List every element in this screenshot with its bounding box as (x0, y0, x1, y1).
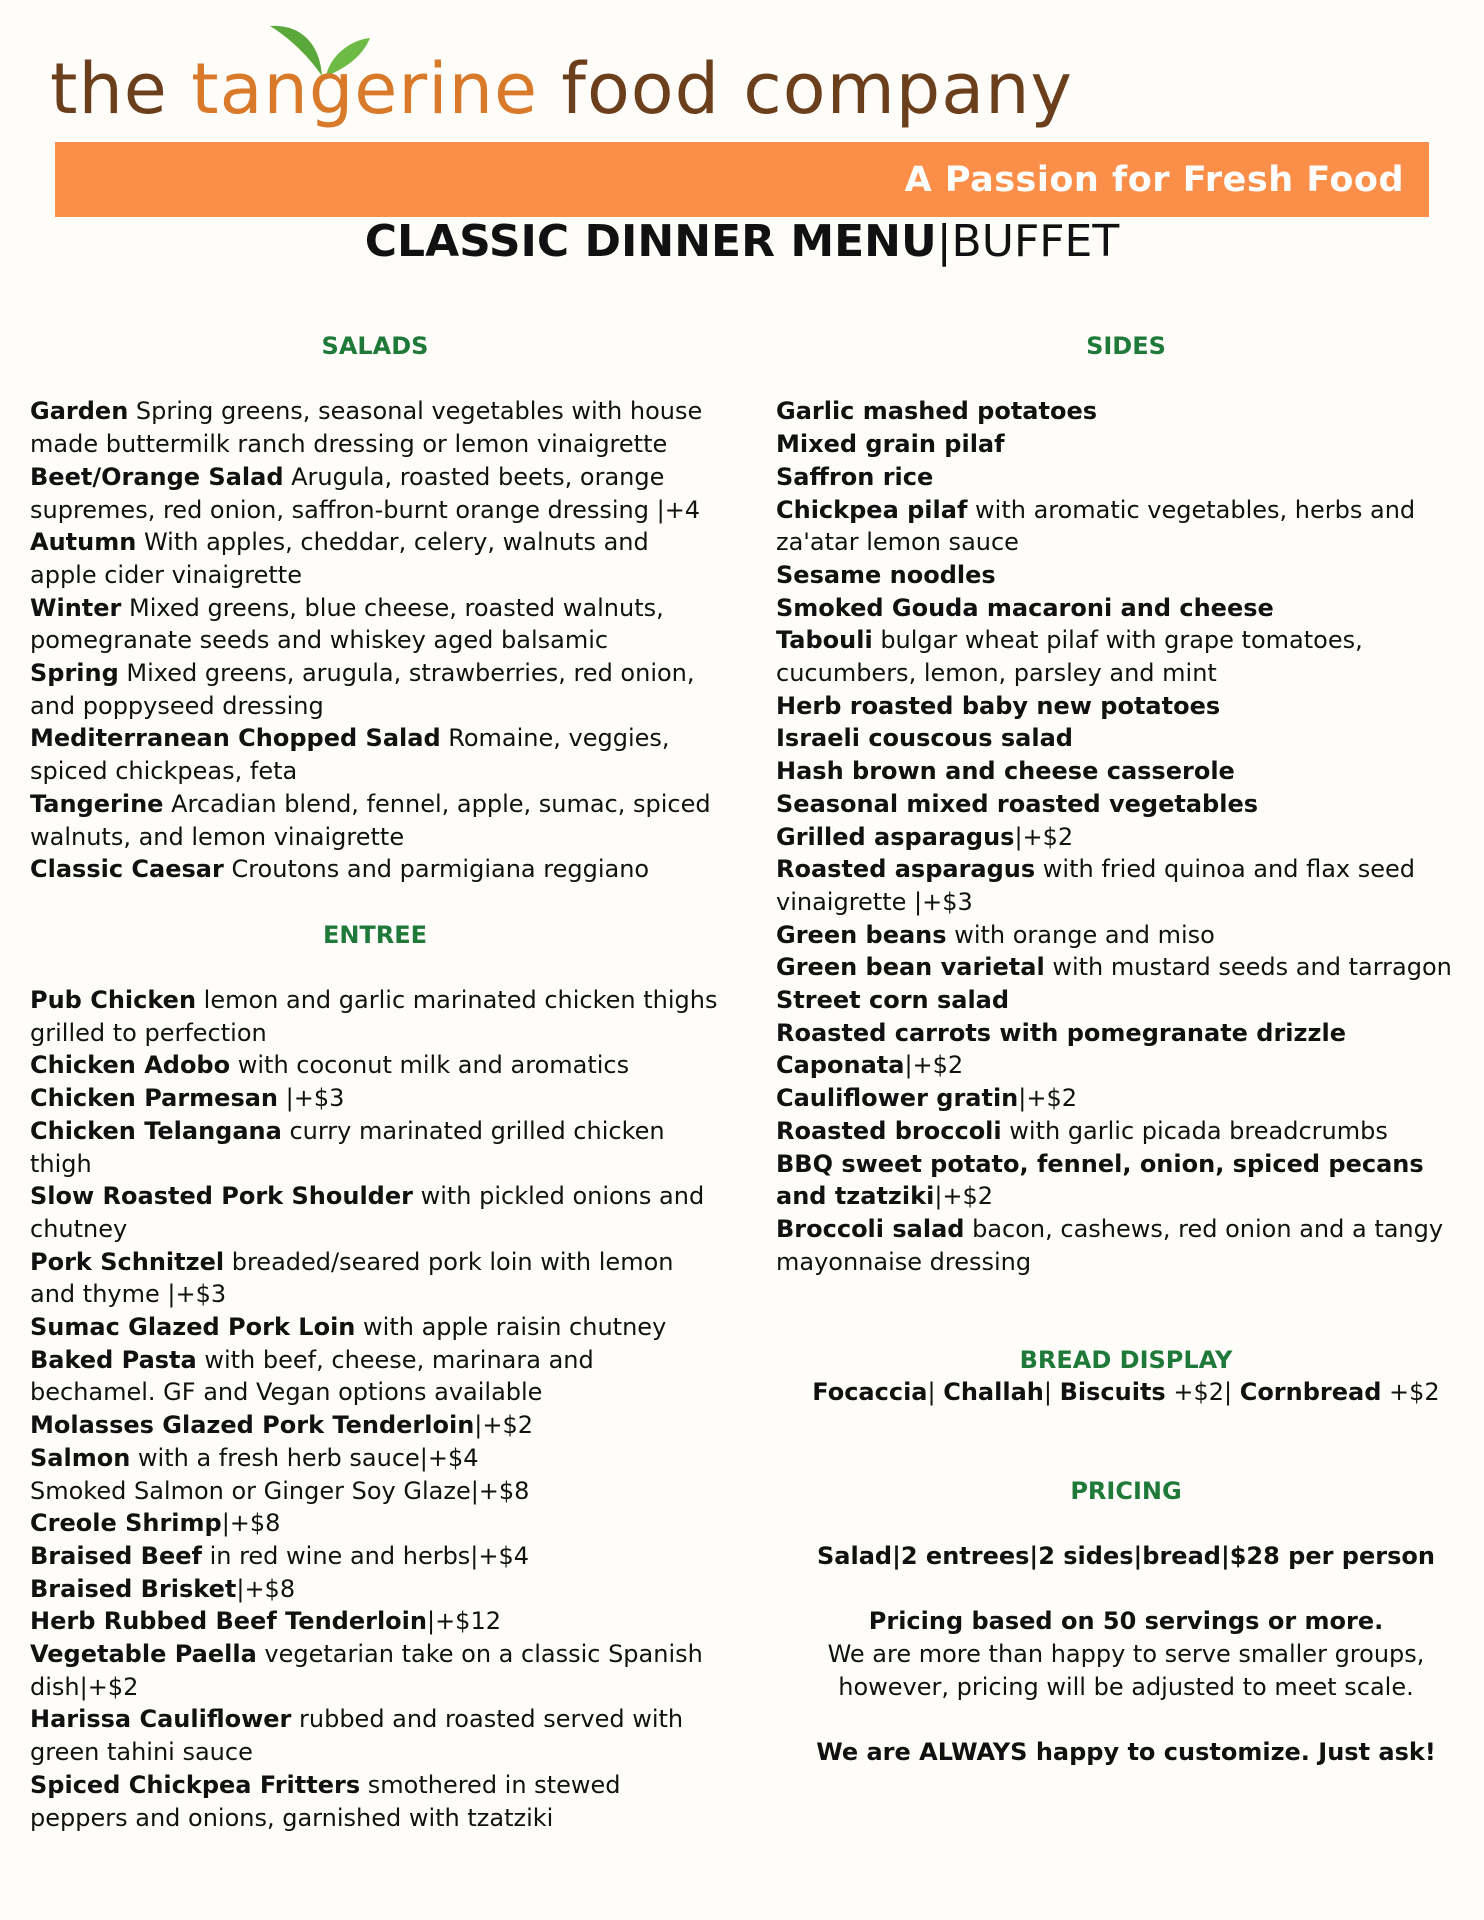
side-desc: with mustard seeds and tarragon (1044, 953, 1452, 982)
entree-desc: vegetarian take on a classic Spanish dish|+$2 (30, 1640, 703, 1701)
side-name: BBQ sweet potato, fennel, onion, spiced pecans and tzatziki (776, 1149, 1424, 1211)
salad-desc: With apples, cheddar, celery, walnuts and apple cider vinaigrette (30, 528, 649, 589)
side-name: Green beans (776, 920, 947, 949)
entree-desc: |+$3 (278, 1084, 345, 1113)
entree-item (30, 1246, 720, 1311)
entree-item (30, 984, 720, 1049)
entree-desc: breaded/seared pork loin with lemon and thyme |+$3 (30, 1247, 674, 1309)
side-name: Roasted asparagus (776, 855, 1036, 884)
entree-item (30, 1344, 720, 1409)
entree-desc: with apple raisin chutney (355, 1313, 667, 1342)
entree-item (30, 1180, 720, 1245)
entree-name: Braised Brisket (30, 1574, 237, 1603)
side-name: Green bean varietal (776, 953, 1045, 982)
spacer (30, 363, 720, 396)
side-item (776, 853, 1476, 918)
entree-name: Herb Rubbed Beef Tenderloin (30, 1607, 427, 1636)
side-desc: |+$2 (934, 1182, 994, 1211)
salad-desc: Mixed greens, blue cheese, roasted walnuts, pomegranate seeds and whiskey aged balsamic (30, 593, 664, 655)
side-item (776, 1017, 1476, 1050)
salad-desc: Arugula, roasted beets, orange supremes, red onion, saffron-burnt orange dressing |+4 (30, 462, 701, 524)
side-desc: with orange and miso (946, 920, 1215, 949)
bread-desc: | (927, 1378, 944, 1407)
side-desc: |+$2 (904, 1051, 964, 1080)
spacer (776, 1278, 1476, 1343)
entree-item (30, 1540, 720, 1573)
entree-desc: smothered in stewed peppers and onions, garnished with tzatziki (30, 1770, 621, 1832)
pricing-package (776, 1540, 1476, 1573)
salad-desc: Croutons and parmigiana reggiano (223, 855, 650, 884)
side-name: Herb roasted baby new potatoes (776, 691, 1221, 720)
side-name: Sesame noodles (776, 560, 996, 589)
sides-list (776, 395, 1476, 1278)
pricing-heading: PRICING (1070, 1476, 1182, 1505)
side-item (776, 722, 1476, 755)
entree-desc: rubbed and roasted served with green tahini sauce (30, 1705, 684, 1767)
tagline: A Passion for Fresh Food (904, 159, 1404, 200)
pricing-package-text: Salad|2 entrees|2 sides|bread|$28 per person (817, 1541, 1435, 1570)
salad-item (30, 657, 720, 722)
side-name: Smoked Gouda macaroni and cheese (776, 593, 1274, 622)
side-item (776, 919, 1476, 952)
spacer (30, 886, 720, 919)
pricing-basis (776, 1605, 1476, 1638)
bread-name: Challah (943, 1378, 1044, 1407)
salad-item (30, 722, 720, 787)
side-desc: |+$2 (1014, 822, 1074, 851)
side-name: Roasted carrots with pomegranate drizzle (776, 1018, 1346, 1047)
entree-name: Salmon (30, 1443, 131, 1472)
entree-item (30, 1049, 720, 1082)
side-item (776, 592, 1476, 625)
side-name: Garlic mashed potatoes (776, 397, 1098, 426)
entree-item (30, 1409, 720, 1442)
side-item (776, 821, 1476, 854)
side-name: Caponata (776, 1051, 905, 1080)
side-desc: with aromatic vegetables, herbs and za'atar lemon sauce (776, 495, 1416, 557)
side-name: Street corn salad (776, 986, 1010, 1015)
side-item (776, 755, 1476, 788)
side-name: Mixed grain pilaf (776, 430, 1005, 459)
spacer (776, 1573, 1476, 1606)
entree-name: Pub Chicken (30, 986, 197, 1015)
side-name: Roasted broccoli (776, 1116, 1002, 1145)
side-name: Broccoli salad (776, 1214, 965, 1243)
entree-desc: with beef, cheese, marinara and bechamel. GF and Vegan options available (30, 1345, 594, 1407)
spacer (776, 363, 1476, 396)
spacer (776, 1409, 1476, 1474)
entree-item (30, 1703, 720, 1768)
side-item (776, 1213, 1476, 1278)
salad-desc: Romaine, veggies, spiced chickpeas, feta (30, 724, 670, 786)
entree-name: Harissa Cauliflower (30, 1705, 292, 1734)
salad-item (30, 461, 720, 526)
entree-name: Braised Beef (30, 1541, 202, 1570)
salad-item (30, 395, 720, 460)
side-item (776, 951, 1476, 984)
right-column (776, 330, 1476, 1769)
entree-item (30, 1115, 720, 1180)
side-name: Seasonal mixed roasted vegetables (776, 789, 1259, 818)
salad-desc: Arcadian blend, fennel, apple, sumac, spiced walnuts, and lemon vinaigrette (30, 789, 711, 851)
entree-name: Molasses Glazed Pork Tenderloin (30, 1411, 475, 1440)
bread-name: Focaccia (812, 1378, 928, 1407)
side-name: Grilled asparagus (776, 822, 1015, 851)
side-item (776, 984, 1476, 1017)
side-item (776, 559, 1476, 592)
bread-desc: | (1043, 1378, 1060, 1407)
menu-title-separator: | (936, 216, 952, 267)
entree-name: Baked Pasta (30, 1345, 197, 1374)
side-desc: with garlic picada breadcrumbs (1001, 1116, 1388, 1145)
spacer (776, 1703, 1476, 1736)
logo-word-food-company: food company (561, 48, 1073, 130)
bread-name: Cornbread (1239, 1378, 1382, 1407)
side-item (776, 788, 1476, 821)
entree-desc: in red wine and herbs|+$4 (201, 1541, 530, 1570)
entree-desc: |+$12 (426, 1607, 501, 1636)
entree-item (30, 1082, 720, 1115)
side-item (776, 1049, 1476, 1082)
side-item (776, 494, 1476, 559)
side-item (776, 1148, 1476, 1213)
salad-name: Mediterranean Chopped Salad (30, 724, 441, 753)
side-name: Chickpea pilaf (776, 495, 968, 524)
entree-name: Chicken Telangana (30, 1116, 282, 1145)
entree-name: Pork Schnitzel (30, 1247, 225, 1276)
side-desc: with fried quinoa and flax seed vinaigrette |+$3 (776, 855, 1416, 916)
entree-desc: |+$8 (236, 1574, 296, 1603)
side-item (776, 428, 1476, 461)
salad-name: Winter (30, 593, 122, 622)
bread-name: Biscuits (1059, 1378, 1166, 1407)
salad-item (30, 592, 720, 657)
sides-heading: SIDES (1086, 332, 1166, 360)
side-item (776, 1115, 1476, 1148)
side-item (776, 690, 1476, 723)
entree-item (30, 1311, 720, 1344)
side-name: Saffron rice (776, 462, 934, 491)
entree-desc: with coconut milk and aromatics (230, 1051, 630, 1080)
entree-name: Slow Roasted Pork Shoulder (30, 1182, 413, 1211)
side-item (776, 1082, 1476, 1115)
salad-item (30, 788, 720, 853)
menu-title-sub: BUFFET (951, 216, 1120, 267)
salad-name: Garden (30, 397, 129, 426)
pricing-basis-text: Pricing based on 50 servings or more. (868, 1607, 1384, 1636)
salads-list (30, 395, 720, 886)
side-name: Tabouli (776, 626, 873, 655)
side-desc: bulgar wheat pilaf with grape tomatoes, cucumbers, lemon, parsley and mint (776, 626, 1363, 688)
salad-name: Autumn (30, 528, 137, 557)
salad-name: Beet/Orange Salad (30, 462, 284, 491)
pricing-customize-text: We are ALWAYS happy to customize. Just ask! (816, 1738, 1436, 1767)
salad-item (30, 853, 720, 886)
menu-title-main: CLASSIC DINNER MENU (364, 216, 937, 267)
entree-item (30, 1573, 720, 1606)
entree-name: Sumac Glazed Pork Loin (30, 1313, 356, 1342)
entree-name: Creole Shrimp (30, 1509, 222, 1538)
entree-item (30, 1475, 720, 1508)
entree-item (30, 1769, 720, 1834)
entree-desc: lemon and garlic marinated chicken thighs grilled to perfection (30, 986, 718, 1047)
spacer (776, 1507, 1476, 1540)
entree-list (30, 984, 720, 1834)
side-name: Hash brown and cheese casserole (776, 757, 1235, 786)
menu-title (0, 212, 1484, 272)
logo-word-tangerine: tangerine (191, 48, 539, 130)
entree-name: Spiced Chickpea Fritters (30, 1770, 361, 1799)
entree-item (30, 1442, 720, 1475)
bread-desc: +$2 (1381, 1378, 1440, 1407)
entree-desc: |+$8 (221, 1509, 281, 1538)
tagline-banner (55, 142, 1429, 217)
entree-item (30, 1638, 720, 1703)
side-item (776, 624, 1476, 689)
logo-word-the: the (50, 48, 168, 130)
side-item (776, 461, 1476, 494)
entree-heading: ENTREE (322, 920, 428, 949)
salad-name: Classic Caesar (30, 855, 224, 884)
salad-name: Spring (30, 659, 119, 688)
entree-desc: Smoked Salmon or Ginger Soy Glaze|+$8 (30, 1476, 530, 1505)
salad-name: Tangerine (30, 789, 164, 818)
pricing-note: We are more than happy to serve smaller groups, however, pricing will be adjusted to meet scale. (827, 1640, 1425, 1701)
entree-name: Chicken Adobo (30, 1051, 231, 1080)
side-desc: bacon, cashews, red onion and a tangy mayonnaise dressing (776, 1214, 1444, 1276)
entree-desc: |+$2 (474, 1411, 534, 1440)
entree-desc: with pickled onions and chutney (30, 1182, 705, 1243)
entree-desc: curry marinated grilled chicken thigh (30, 1116, 665, 1178)
side-item (776, 395, 1476, 428)
side-name: Cauliflower gratin (776, 1084, 1019, 1113)
salad-item (30, 526, 720, 591)
entree-item (30, 1507, 720, 1540)
side-desc: |+$2 (1018, 1084, 1077, 1113)
salads-heading: SALADS (321, 332, 429, 360)
logo-wordmark (50, 48, 1073, 130)
entree-name: Vegetable Paella (30, 1640, 257, 1669)
bread-list (776, 1376, 1476, 1409)
entree-item (30, 1605, 720, 1638)
salad-desc: Mixed greens, arugula, strawberries, red onion, and poppyseed dressing (30, 659, 695, 720)
spacer (30, 951, 720, 984)
pricing-customize (776, 1736, 1476, 1769)
entree-name: Chicken Parmesan (30, 1084, 279, 1113)
salad-desc: Spring greens, seasonal vegetables with house made buttermilk ranch dressing or lemon vinaigrette (30, 397, 703, 459)
bread-desc: +$2| (1165, 1378, 1240, 1407)
left-column (30, 330, 720, 1834)
entree-desc: with a fresh herb sauce|+$4 (130, 1443, 479, 1472)
side-name: Israeli couscous salad (776, 724, 1073, 753)
bread-heading: BREAD DISPLAY (1019, 1345, 1233, 1374)
company-logo (50, 18, 1073, 148)
